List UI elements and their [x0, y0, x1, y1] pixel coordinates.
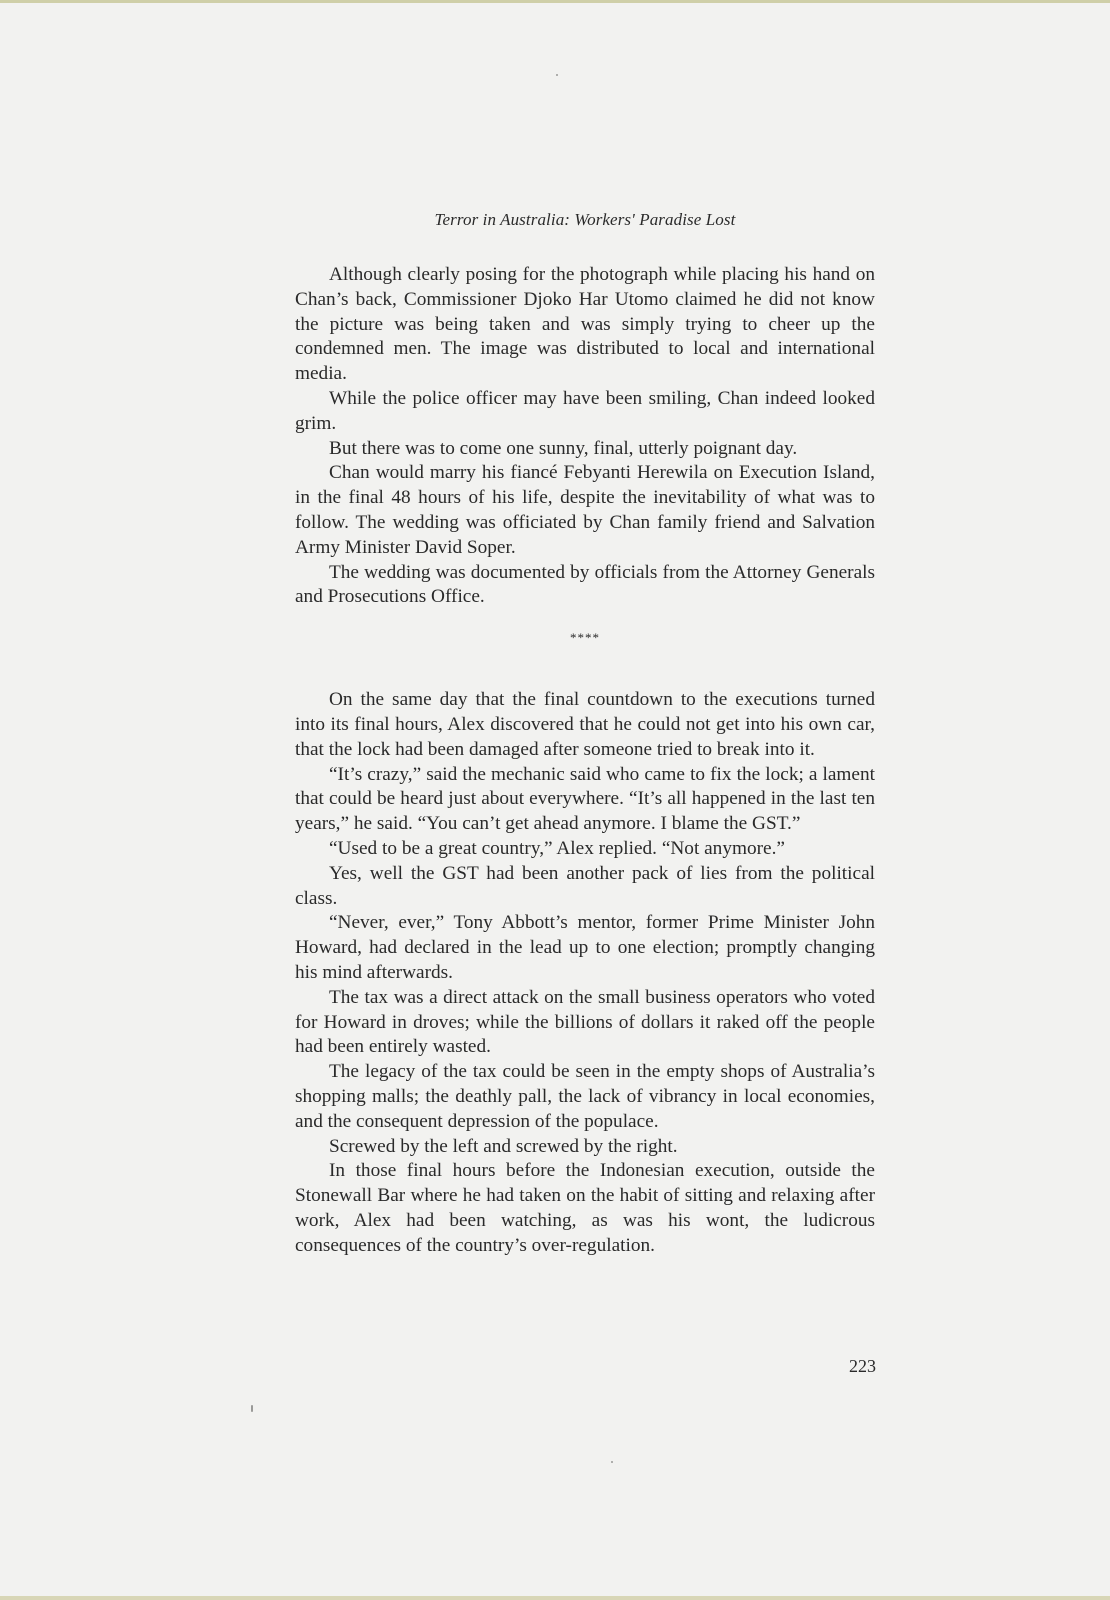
body-paragraph: On the same day that the final countdown to the executions turned into its final hours, Alex discovered that he could not get into his own car, that the lock had been damaged after someone tried to break into it.	[295, 689, 875, 760]
body-paragraph: In those final hours before the Indonesian execution, outside the Stonewall Bar where he had taken on the habit of sitting and relaxing after work, Alex had been watching, as was his wont, the ludicrous consequences of the country’s over-regulation.	[295, 1160, 875, 1256]
scan-speck	[556, 74, 558, 76]
running-header-title: Terror in Australia: Workers' Paradise Lost	[434, 210, 736, 229]
page-number: 223	[849, 1356, 876, 1376]
body-paragraph: “Used to be a great country,” Alex replied. “Not anymore.”	[329, 837, 785, 859]
page-bottom-edge	[0, 1596, 1110, 1600]
body-paragraph: Screwed by the left and screwed by the right.	[329, 1135, 678, 1157]
body-paragraph: The tax was a direct attack on the small business operators who voted for Howard in droves; while the billions of dollars it raked off the people had been entirely wasted.	[295, 986, 875, 1058]
section-separator: ****	[570, 630, 600, 646]
body-paragraph: The wedding was documented by officials from the Attorney Generals and Prosecutions Office.	[295, 561, 875, 608]
body-paragraph: The legacy of the tax could be seen in the empty shops of Australia’s shopping malls; the deathly pall, the lack of vibrancy in local economies, and the consequent depression of the populace.	[295, 1061, 875, 1132]
body-paragraph: “Never, ever,” Tony Abbott’s mentor, former Prime Minister John Howard, had declared in the lead up to one election; promptly changing his mind afterwards.	[295, 912, 875, 983]
body-paragraph: But there was to come one sunny, final, utterly poignant day.	[329, 437, 798, 459]
scan-speck	[251, 1405, 253, 1412]
body-paragraph: Although clearly posing for the photograph while placing his hand on Chan’s back, Commissioner Djoko Har Utomo claimed he did not know the picture was being taken and was simply trying to cheer up the condemned men. The image was distributed to local and international media.	[295, 264, 875, 385]
body-paragraph: Chan would marry his fiancé Febyanti Herewila on Execution Island, in the final 48 hours of his life, despite the inevitability of what was to follow. The wedding was officiated by Chan family friend and Salvation Army Minister David Soper.	[295, 462, 875, 558]
body-paragraph: While the police officer may have been smiling, Chan indeed looked grim.	[295, 387, 875, 434]
page-top-edge	[0, 0, 1110, 3]
main-text-block	[295, 263, 875, 1258]
body-paragraph: “It’s crazy,” said the mechanic said who came to fix the lock; a lament that could be heard just about everywhere. “It’s all happened in the last ten years,” he said. “You can’t get ahead anymore. I blame the GST.”	[295, 763, 875, 835]
body-paragraph: Yes, well the GST had been another pack of lies from the political class.	[295, 862, 875, 909]
scan-speck	[611, 1461, 613, 1463]
